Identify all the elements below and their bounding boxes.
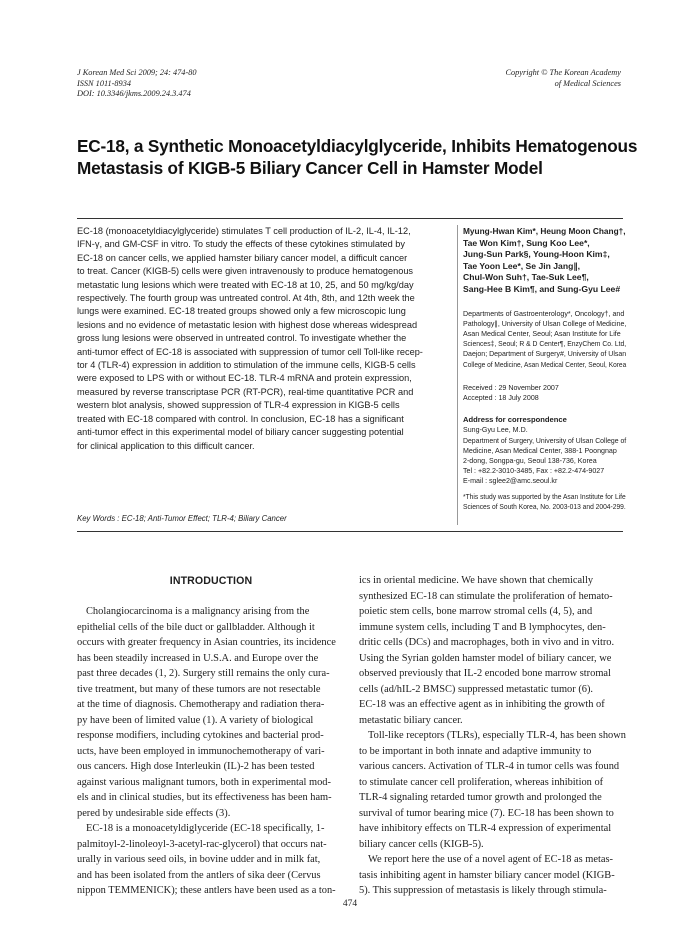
body-line: poietic stem cells, bone marrow stromal cells (4, 5), and	[359, 606, 593, 617]
abstract-line: measured by reverse transcriptase PCR (RT-PCR), real-time quantitative PCR and	[77, 386, 414, 397]
author-line: Chul-Won Suh†, Tae-Suk Lee¶,	[463, 272, 589, 283]
section-rule	[77, 531, 623, 532]
copyright-line: of Medical Sciences	[554, 78, 621, 88]
abstract-line: anti-tumor effect in this experimental model of biliary cancer suggesting potential	[77, 427, 404, 438]
body-line: tasis inhibiting agent in hamster biliary cancer model (KIGB-	[359, 869, 615, 881]
body-line: occurs with greater frequency in Asian countries, its incidence	[77, 637, 336, 648]
correspondence-line: Sung-Gyu Lee, M.D.	[463, 426, 528, 435]
author-line: Tae Yoon Lee*, Se Jin Jang∥,	[463, 260, 581, 271]
body-line: has been steadily increased in U.S.A. and Europe over the	[77, 652, 319, 664]
copyright-line: Copyright © The Korean Academy	[505, 68, 621, 77]
title-line: Metastasis of KIGB-5 Biliary Cancer Cell in Hamster Model	[77, 158, 543, 178]
abstract-line: western blot analysis, showed suppression of TLR-4 expression in KIGB-5 cells	[77, 400, 400, 411]
body-line: ous cancers. High dose Interleukin (IL)-2 has been tested	[77, 761, 315, 772]
abstract-line: anti-tumor effect of EC-18 is associated with suppression of tumor cell Toll-like recep-	[77, 346, 423, 357]
body-line: 5). This suppression of metastasis is likely through stimula-	[359, 885, 607, 896]
body-line: ucts, have been employed in immunochemotherapy of vari-	[77, 745, 325, 757]
copyright-block	[505, 68, 621, 89]
affiliation-line: College of Medicine, Asan Medical Center, Seoul, Korea	[463, 360, 627, 369]
abstract-line: tor 4 (TLR-4) expression in addition to stimulation of the immune cells, KIGB-5 cells	[77, 360, 416, 371]
body-line: past three decades (1, 2). Surgery still remains the only cura-	[77, 668, 330, 679]
abstract-line: respectively. The fourth group was untreated control. At 4th, 8th, and 12th week the	[77, 293, 415, 304]
body-column-right	[359, 573, 627, 899]
author-line: Sang-Hee B Kim¶, and Sung-Gyu Lee#	[463, 283, 621, 294]
body-line: against various malignant tumors, both in experimental mod-	[77, 776, 331, 788]
affiliation-line: Asan Medical Center, Seoul; Asan Institute for Life	[463, 329, 621, 338]
body-line: We report here the use of a novel agent of EC-18 as metas-	[368, 854, 613, 865]
body-line: biliary cancer cells (KIGB-5).	[359, 838, 484, 850]
body-line: response modifiers, including cytokines and bacterial prod-	[77, 730, 324, 741]
body-line: to stimulate cancer cell proliferation, whereas inhibition of	[359, 776, 604, 788]
body-line: EC-18 is a monoacetyldiglyceride (EC-18 specifically, 1-	[86, 823, 325, 834]
section-heading-introduction: INTRODUCTION	[169, 575, 253, 587]
journal-citation: J Korean Med Sci 2009; 24: 474-80	[77, 68, 197, 77]
keywords: Key Words : EC-18; Anti-Tumor Effect; TLR-4; Biliary Cancer	[77, 514, 287, 523]
abstract-line: for clinical application to this difficult cancer.	[77, 440, 255, 451]
correspondence-line: Tel : +82.2-3010-3485, Fax : +82.2-474-9027	[463, 467, 605, 476]
body-line: tive treatment, but many of these tumors are not resectable	[77, 683, 321, 695]
correspondence-line: 2-dong, Songpa-gu, Seoul 138-736, Korea	[463, 457, 597, 465]
body-line: observed previously that IL-2 encoded bone marrow stromal	[359, 668, 611, 679]
correspondence-email: E-mail : sglee2@amc.seoul.kr	[463, 477, 558, 486]
body-line: palmitoyl-2-linoleoyl-3-acetyl-rac-glycerol) that occurs nat-	[77, 838, 327, 850]
body-line: ics in oriental medicine. We have shown that chemically	[359, 575, 594, 586]
body-line: and has been isolated from the antlers of sika deer (Cervus	[77, 869, 321, 881]
title-line: EC-18, a Synthetic Monoacetyldiacylglyceride, Inhibits Hematogenous	[77, 136, 638, 156]
funding-line: *This study was supported by the Asan Institute for Life	[463, 492, 626, 501]
author-info-column	[463, 226, 628, 512]
body-line: epithelial cells of the bile duct or gallbladder. Although it	[77, 621, 315, 633]
body-line: metastatic biliary cancer.	[359, 714, 463, 726]
body-line: survival of tumor bearing mice (7). EC-18 has been shown to	[359, 807, 614, 819]
correspondence	[463, 415, 628, 486]
body-line: nippon TEMMENICK); these antlers have been used as a ton-	[77, 885, 336, 896]
funding-note	[463, 492, 628, 512]
body-line: Cholangiocarcinoma is a malignancy arising from the	[86, 606, 310, 617]
section-rule	[77, 218, 623, 219]
body-line: urally in various seed oils, in bovine udder and in milk fat,	[77, 854, 321, 865]
abstract-line: to treat. Cancer (KIGB-5) cells were given intravenously to produce hematogenous	[77, 266, 414, 277]
abstract-line: metastatic lung lesions which were treated with EC-18 at 10, 25, and 50 mg/kg/day	[77, 279, 414, 290]
abstract-line: treated with EC-18 compared with control. In conclusion, EC-18 has a significant	[77, 413, 404, 424]
body-line: have inhibitory effects on TLR-4 expression of experimental	[359, 823, 612, 834]
body-column-left	[77, 604, 347, 899]
body-line: Using the Syrian golden hamster model of biliary cancer, we	[359, 652, 612, 664]
body-line: dritic cells (DCs) and macrophages, both in vivo and in vitro.	[359, 637, 615, 648]
author-line: Myung-Hwan Kim*, Heung Moon Chang†,	[463, 226, 626, 236]
abstract-line: were exposed to LPS with or without EC-18. TLR-4 mRNA and protein expression,	[77, 373, 412, 384]
abstract-line: lesions and no evidence of metastatic lesion with highest dose whereas widespread	[77, 319, 418, 330]
correspondence-line: Medicine, Asan Medical Center, 388-1 Poongnap	[463, 446, 617, 455]
journal-citation-block	[77, 68, 197, 100]
body-line: py have been of limited value (1). A variety of biological	[77, 714, 314, 726]
received-date: Received : 29 November 2007	[463, 383, 559, 392]
funding-line: Sciences of South Korea, No. 2003-013 and 2004-299.	[463, 502, 626, 511]
journal-doi: DOI: 10.3346/jkms.2009.24.3.474	[77, 89, 191, 98]
affiliation-line: Sciences‡, Seoul; R & D Center¶, EnzyChem Co. Ltd,	[463, 340, 627, 349]
author-list	[463, 226, 628, 296]
body-line: els and in clinical studies, but its effectiveness has been ham-	[77, 792, 332, 803]
affiliation-line: Pathology∥, University of Ulsan College of Medicine,	[463, 319, 627, 328]
column-divider	[457, 225, 458, 525]
abstract-line: IFN-γ, and GM-CSF in vitro. To study the effects of these cytokines stimulated by	[77, 239, 405, 250]
body-line: various cancers. Activation of TLR-4 in tumor cells was found	[359, 761, 620, 772]
correspondence-line: Department of Surgery, University of Ulsan College of	[463, 436, 627, 445]
author-line: Tae Won Kim†, Sung Koo Lee*,	[463, 237, 590, 248]
correspondence-heading: Address for correspondence	[463, 415, 567, 425]
abstract-line: lungs were examined. EC-18 treated groups showed only a few microscopic lung	[77, 306, 406, 317]
abstract-line: gross lung lesions were observed in untreated control. To investigate whether the	[77, 333, 407, 344]
abstract-line: EC-18 (monoacetyldiacylglyceride) stimulates T cell production of IL-2, IL-4, IL-12,	[77, 226, 411, 236]
body-line: TLR-4 signaling retarded tumor growth and prolonged the	[359, 792, 602, 803]
body-line: at the time of diagnosis. Chemotherapy and radiation thera-	[77, 699, 325, 710]
paper-title	[77, 135, 637, 179]
body-line: EC-18 was an effective agent as in inhibiting the growth of	[359, 699, 605, 710]
affiliations	[463, 309, 628, 370]
body-line: immune system cells, including T and B lymphocytes, den-	[359, 621, 606, 633]
body-line: cells (ad/hIL-2 BMSC) suppressed metastatic tumor (6).	[359, 683, 594, 695]
affiliation-line: Departments of Gastroenterology*, Oncology†, and	[463, 309, 625, 318]
body-line: to be important in both innate and adaptive immunity to	[359, 745, 592, 757]
body-line: Toll-like receptors (TLRs), especially TLR-4, has been shown	[368, 730, 626, 741]
body-line: synthesized EC-18 can stimulate the proliferation of hemato-	[359, 590, 613, 602]
affiliation-line: Daejon; Department of Surgery#, University of Ulsan	[463, 350, 627, 359]
abstract-line: EC-18 on cancer cells, we applied hamster biliary cancer model, a difficult cancer	[77, 252, 408, 263]
abstract	[77, 225, 449, 453]
author-line: Jung-Sun Park§, Young-Hoon Kim‡,	[463, 249, 610, 260]
journal-issn: ISSN 1011-8934	[77, 78, 132, 88]
dates	[463, 383, 628, 403]
body-line: pered by undesirable side effects (3).	[77, 807, 231, 819]
accepted-date: Accepted : 18 July 2008	[463, 393, 539, 402]
page-number: 474	[342, 899, 358, 909]
